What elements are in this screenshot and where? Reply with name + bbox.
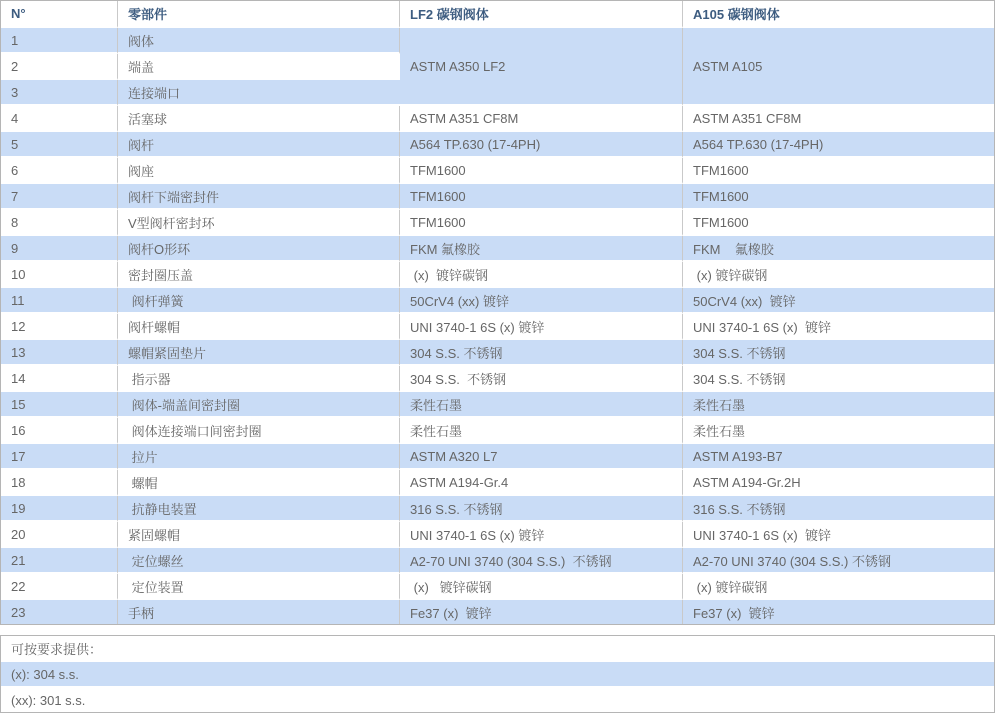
part-name-cell: 阀杆 (118, 132, 400, 158)
a105-material-cell: A2-70 UNI 3740 (304 S.S.) 不锈钢 (683, 548, 994, 574)
a105-material-cell: FKM 氟橡胶 (683, 236, 994, 262)
row-number-cell: 10 (1, 262, 118, 288)
lf2-material-cell: FKM 氟橡胶 (400, 236, 683, 262)
part-name-cell: 阀体连接端口间密封圈 (118, 418, 400, 444)
a105-material-cell: 50CrV4 (xx) 镀锌 (683, 288, 994, 314)
row-number-cell: 7 (1, 184, 118, 210)
table-row (1, 158, 994, 184)
table-row (1, 314, 994, 340)
a105-material-cell: 304 S.S. 不锈钢 (683, 366, 994, 392)
a105-material-cell: UNI 3740-1 6S (x) 镀锌 (683, 522, 994, 548)
table-row (1, 600, 994, 624)
a105-material-cell: TFM1600 (683, 184, 994, 210)
part-name-cell: 拉片 (118, 444, 400, 470)
header-part: 零部件 (118, 1, 400, 28)
lf2-material-cell: 50CrV4 (xx) 镀锌 (400, 288, 683, 314)
row-number-cell: 12 (1, 314, 118, 340)
note-text-cell: 可按要求提供： (1, 636, 994, 662)
header-a105-material: A105 碳钢阀体 (683, 1, 994, 28)
part-name-cell: 定位螺丝 (118, 548, 400, 574)
lf2-material-cell: 304 S.S. 不锈钢 (400, 366, 683, 392)
header-number: N° (1, 1, 118, 28)
part-name-cell: 定位装置 (118, 574, 400, 600)
a105-material-cell: 柔性石墨 (683, 392, 994, 418)
a105-material-cell: ASTM A193-B7 (683, 444, 994, 470)
row-number-cell: 6 (1, 158, 118, 184)
note-text-cell: (xx): 301 s.s. (1, 688, 994, 712)
row-number-cell: 3 (1, 80, 118, 106)
table-row (1, 418, 994, 444)
part-name-cell: 螺帽 (118, 470, 400, 496)
part-name-cell: 端盖 (118, 54, 400, 80)
row-number-cell: 15 (1, 392, 118, 418)
row-number-cell: 14 (1, 366, 118, 392)
a105-material-cell: ASTM A194-Gr.2H (683, 470, 994, 496)
lf2-material-cell: 316 S.S. 不锈钢 (400, 496, 683, 522)
row-number-cell: 5 (1, 132, 118, 158)
part-name-cell: 抗静电装置 (118, 496, 400, 522)
row-number-cell: 2 (1, 54, 118, 80)
table-row (1, 262, 994, 288)
lf2-material-cell: ASTM A320 L7 (400, 444, 683, 470)
row-number-cell: 13 (1, 340, 118, 366)
part-name-cell: 活塞球 (118, 106, 400, 132)
lf2-material-cell: 柔性石墨 (400, 418, 683, 444)
note-row (1, 662, 994, 688)
part-name-cell: 阀杆螺帽 (118, 314, 400, 340)
lf2-material-cell: A2-70 UNI 3740 (304 S.S.) 不锈钢 (400, 548, 683, 574)
a105-material-cell: 柔性石墨 (683, 418, 994, 444)
row-number-cell: 19 (1, 496, 118, 522)
row-number-cell: 11 (1, 288, 118, 314)
note-row (1, 636, 994, 662)
lf2-material-cell: TFM1600 (400, 210, 683, 236)
row-number-cell: 16 (1, 418, 118, 444)
part-name-cell: 手柄 (118, 600, 400, 624)
lf2-material-cell: UNI 3740-1 6S (x) 镀锌 (400, 522, 683, 548)
table-row (1, 288, 994, 314)
part-name-cell: 阀座 (118, 158, 400, 184)
part-name-cell: 阀杆下端密封件 (118, 184, 400, 210)
table-row (1, 574, 994, 600)
table-row (1, 366, 994, 392)
table-row (1, 392, 994, 418)
lf2-material-cell: (x) 镀锌碳钢 (400, 262, 683, 288)
table-row (1, 28, 994, 54)
lf2-material-cell: 304 S.S. 不锈钢 (400, 340, 683, 366)
part-name-cell: 紧固螺帽 (118, 522, 400, 548)
part-name-cell: 螺帽紧固垫片 (118, 340, 400, 366)
table-row (1, 132, 994, 158)
a105-material-cell: (x) 镀锌碳钢 (683, 574, 994, 600)
a105-material-cell: 304 S.S. 不锈钢 (683, 340, 994, 366)
row-number-cell: 22 (1, 574, 118, 600)
part-name-cell: 阀杆弹簧 (118, 288, 400, 314)
notes-table-frame (0, 635, 995, 713)
notes-table-body (1, 636, 994, 712)
part-name-cell: 连接端口 (118, 80, 400, 106)
lf2-material-cell: Fe37 (x) 镀锌 (400, 600, 683, 624)
lf2-material-cell: ASTM A350 LF2 (400, 28, 683, 106)
table-row (1, 340, 994, 366)
a105-material-cell: ASTM A105 (683, 28, 994, 106)
table-row (1, 106, 994, 132)
lf2-material-cell: ASTM A351 CF8M (400, 106, 683, 132)
part-name-cell: V型阀杆密封环 (118, 210, 400, 236)
lf2-material-cell: 柔性石墨 (400, 392, 683, 418)
table-row (1, 548, 994, 574)
materials-table-body (1, 28, 994, 624)
lf2-material-cell: ASTM A194-Gr.4 (400, 470, 683, 496)
row-number-cell: 1 (1, 28, 118, 54)
part-name-cell: 阀体 (118, 28, 400, 54)
materials-table (1, 1, 994, 624)
a105-material-cell: ASTM A351 CF8M (683, 106, 994, 132)
row-number-cell: 9 (1, 236, 118, 262)
row-number-cell: 17 (1, 444, 118, 470)
row-number-cell: 4 (1, 106, 118, 132)
row-number-cell: 23 (1, 600, 118, 624)
row-number-cell: 18 (1, 470, 118, 496)
row-number-cell: 21 (1, 548, 118, 574)
a105-material-cell: 316 S.S. 不锈钢 (683, 496, 994, 522)
a105-material-cell: UNI 3740-1 6S (x) 镀锌 (683, 314, 994, 340)
header-lf2-material: LF2 碳钢阀体 (400, 1, 683, 28)
a105-material-cell: A564 TP.630 (17-4PH) (683, 132, 994, 158)
a105-material-cell: Fe37 (x) 镀锌 (683, 600, 994, 624)
note-row (1, 688, 994, 712)
part-name-cell: 阀杆O形环 (118, 236, 400, 262)
notes-table (1, 636, 994, 712)
a105-material-cell: (x) 镀锌碳钢 (683, 262, 994, 288)
lf2-material-cell: (x) 镀锌碳钢 (400, 574, 683, 600)
table-row (1, 470, 994, 496)
table-row (1, 522, 994, 548)
note-text-cell: (x): 304 s.s. (1, 662, 994, 688)
a105-material-cell: TFM1600 (683, 158, 994, 184)
table-row (1, 236, 994, 262)
lf2-material-cell: UNI 3740-1 6S (x) 镀锌 (400, 314, 683, 340)
table-row (1, 444, 994, 470)
a105-material-cell: TFM1600 (683, 210, 994, 236)
table-row (1, 210, 994, 236)
lf2-material-cell: TFM1600 (400, 184, 683, 210)
part-name-cell: 阀体-端盖间密封圈 (118, 392, 400, 418)
part-name-cell: 密封圈压盖 (118, 262, 400, 288)
table-row (1, 184, 994, 210)
row-number-cell: 20 (1, 522, 118, 548)
lf2-material-cell: A564 TP.630 (17-4PH) (400, 132, 683, 158)
header-row (1, 1, 994, 28)
part-name-cell: 指示器 (118, 366, 400, 392)
table-row (1, 496, 994, 522)
lf2-material-cell: TFM1600 (400, 158, 683, 184)
row-number-cell: 8 (1, 210, 118, 236)
